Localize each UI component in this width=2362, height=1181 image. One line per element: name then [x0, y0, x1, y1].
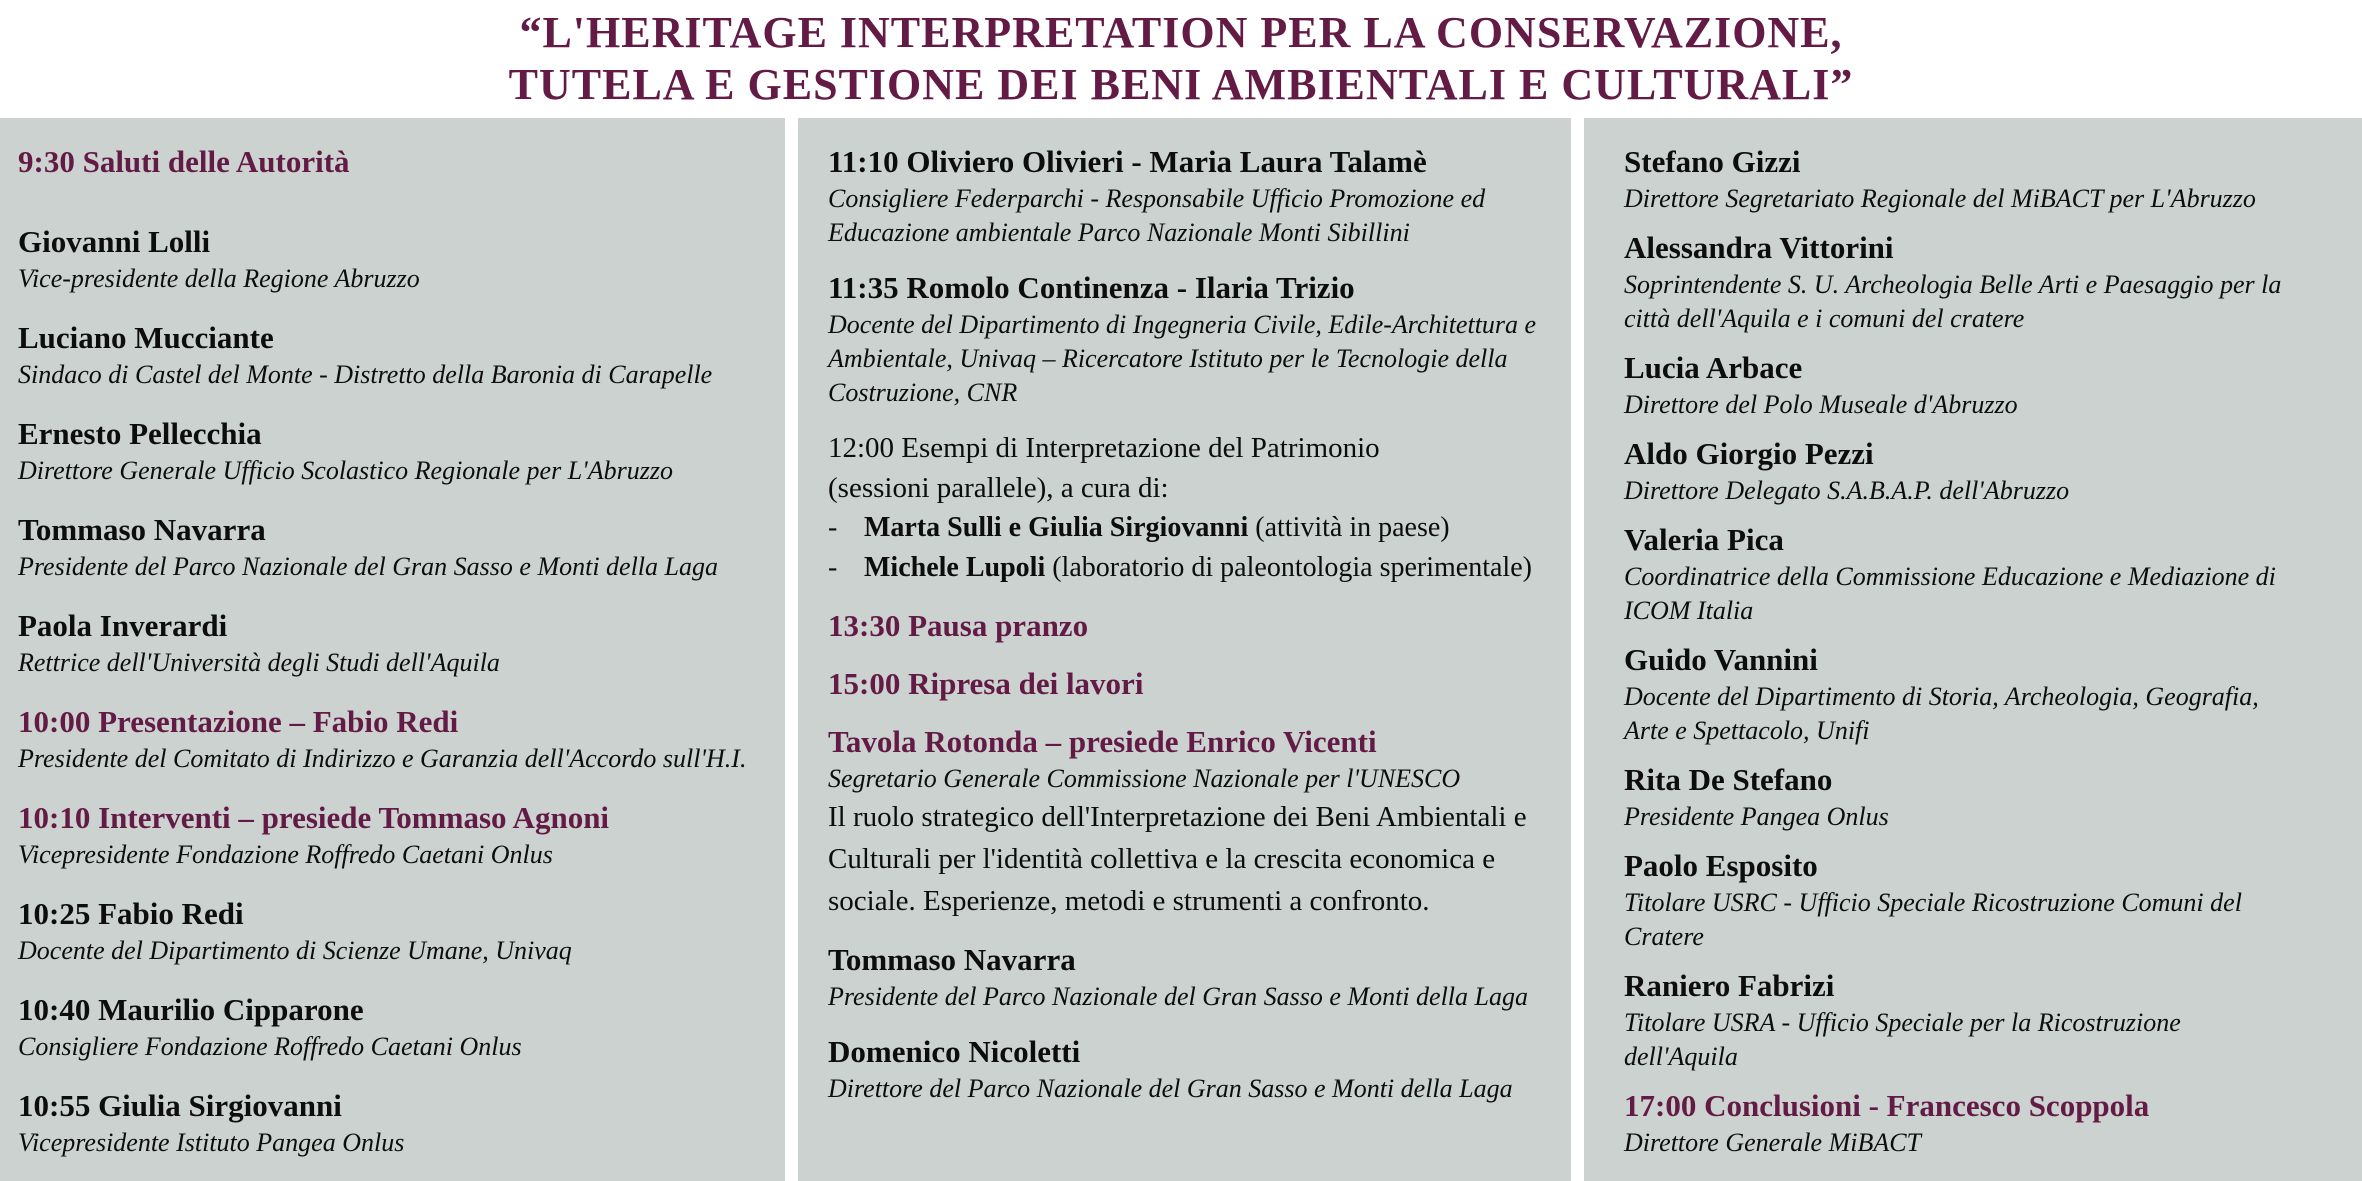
speaker-entry [1624, 966, 2282, 1074]
speaker-role: Titolare USRC - Ufficio Speciale Ricostruzione Comuni del Cratere [1624, 888, 2242, 951]
speaker-role: Consigliere Federparchi - Responsabile Ufficio Promozione ed Educazione ambientale Parco Nazionale Monti Sibillini [828, 184, 1486, 247]
speaker-entry [18, 1086, 765, 1160]
speaker-entry [18, 318, 765, 392]
speaker-role: Docente del Dipartimento di Scienze Umane, Univaq [18, 936, 572, 965]
parallel-sessions-intro: 12:00 Esempi di Interpretazione del Patrimonio (sessioni parallele), a cura di: [828, 432, 1380, 504]
session-heading [828, 606, 1545, 646]
speaker-name: 11:35 Romolo Continenza - Ilaria Trizio [828, 270, 1355, 305]
column-midday [798, 118, 1571, 1181]
speaker-entry [1624, 142, 2282, 216]
speaker-entry [1624, 434, 2282, 508]
speaker-role: Direttore Delegato S.A.B.A.P. dell'Abruzzo [1624, 476, 2070, 505]
speaker-role: Presidente del Parco Nazionale del Gran Sasso e Monti della Laga [18, 552, 718, 581]
speaker-name: Ernesto Pellecchia [18, 416, 262, 451]
speaker-entry [1624, 760, 2282, 834]
speaker-name: 11:10 Oliviero Olivieri - Maria Laura Talamè [828, 144, 1427, 179]
session-heading [828, 664, 1545, 704]
speaker-role: Titolare USRA - Ufficio Speciale per la Ricostruzione dell'Aquila [1624, 1008, 2181, 1071]
speaker-role: Presidente del Parco Nazionale del Gran Sasso e Monti della Laga [828, 982, 1528, 1011]
session-title: 10:10 Interventi – presiede Tommaso Agnoni [18, 800, 610, 835]
speaker-entry [18, 510, 765, 584]
session-heading [1624, 1086, 2282, 1160]
speaker-entry [828, 1032, 1545, 1106]
speaker-name: Raniero Fabrizi [1624, 968, 1835, 1003]
speaker-name: Alessandra Vittorini [1624, 230, 1894, 265]
speaker-role: Direttore del Parco Nazionale del Gran Sasso e Monti della Laga [828, 1074, 1513, 1103]
session-heading [18, 702, 765, 776]
speaker-entry [1624, 348, 2282, 422]
speaker-role: Vice-presidente della Regione Abruzzo [18, 264, 420, 293]
bullet-activity: (attività in paese) [1248, 512, 1450, 543]
round-table-block [828, 722, 1545, 922]
speaker-entry [1624, 846, 2282, 954]
session-heading [18, 798, 765, 872]
speaker-entry [1624, 640, 2282, 748]
speaker-entry [18, 606, 765, 680]
title-line-2: TUTELA E GESTIONE DEI BENI AMBIENTALI E CULTURALI” [508, 60, 1854, 109]
speaker-role: Direttore del Polo Museale d'Abruzzo [1624, 390, 2018, 419]
bullet-speakers: Michele Lupoli [864, 552, 1046, 583]
speaker-role: Direttore Segretariato Regionale del MiBACT per L'Abruzzo [1624, 184, 2256, 213]
speaker-entry [1624, 520, 2282, 628]
speaker-role: Docente del Dipartimento di Storia, Archeologia, Geografia, Arte e Spettacolo, Unifi [1624, 682, 2259, 745]
speaker-name: Luciano Mucciante [18, 320, 274, 355]
speaker-name: 10:25 Fabio Redi [18, 896, 244, 931]
speaker-entry [18, 222, 765, 296]
column-morning [0, 118, 785, 1181]
speaker-entry [828, 940, 1545, 1014]
speaker-entry [1624, 228, 2282, 336]
speaker-entry [18, 414, 765, 488]
speaker-name: Paolo Esposito [1624, 848, 1818, 883]
speaker-role: Coordinatrice della Commissione Educazione e Mediazione di ICOM Italia [1624, 562, 2276, 625]
bullet-speakers: Marta Sulli e Giulia Sirgiovanni [864, 512, 1249, 543]
bullet-text [864, 508, 1450, 548]
parallel-sessions-block [828, 428, 1545, 588]
speaker-name: Domenico Nicoletti [828, 1034, 1081, 1069]
session-title: 17:00 Conclusioni - Francesco Scoppola [1624, 1088, 2150, 1123]
session-chair-role: Vicepresidente Fondazione Roffredo Caetani Onlus [18, 840, 553, 869]
speaker-name: Guido Vannini [1624, 642, 1818, 677]
round-table-description: Il ruolo strategico dell'Interpretazione dei Beni Ambientali e Culturali per l'identità collettiva e la crescita economica e sociale. Esperienze, metodi e strumenti a confronto. [828, 801, 1527, 917]
session-title: 15:00 Ripresa dei lavori [828, 666, 1144, 701]
session-chair-role: Direttore Generale MiBACT [1624, 1128, 1922, 1157]
speaker-name: Valeria Pica [1624, 522, 1784, 557]
speaker-role: Vicepresidente Istituto Pangea Onlus [18, 1128, 405, 1157]
session-chair-role: Presidente del Comitato di Indirizzo e Garanzia dell'Accordo sull'H.I. [18, 744, 747, 773]
bullet-activity: (laboratorio di paleontologia sperimentale) [1045, 552, 1532, 583]
speaker-name: Stefano Gizzi [1624, 144, 1801, 179]
session-title: 13:30 Pausa pranzo [828, 608, 1089, 643]
session-heading [18, 142, 765, 182]
bullet-item [828, 548, 1545, 588]
speaker-entry [18, 990, 765, 1064]
speaker-role: Rettrice dell'Università degli Studi dell'Aquila [18, 648, 500, 677]
speaker-entry [828, 268, 1545, 410]
dash-bullet-icon: - [828, 512, 838, 543]
bullet-item [828, 508, 1545, 548]
round-table-title: Tavola Rotonda – presiede Enrico Vicenti [828, 724, 1377, 759]
speaker-role: Docente del Dipartimento di Ingegneria Civile, Edile-Architettura e Ambientale, Univaq – Ricercatore Istituto per le Tecnologie della Costruzione, CNR [828, 310, 1537, 407]
title-line-1: “L'HERITAGE INTERPRETATION PER LA CONSERVAZIONE, [519, 8, 1843, 57]
speaker-role: Soprintendente S. U. Archeologia Belle Arti e Paesaggio per la città dell'Aquila e i comuni del cratere [1624, 270, 2282, 333]
speaker-role: Consigliere Fondazione Roffredo Caetani Onlus [18, 1032, 522, 1061]
session-title: 9:30 Saluti delle Autorità [18, 144, 350, 179]
speaker-name: Tommaso Navarra [828, 942, 1076, 977]
speaker-name: Rita De Stefano [1624, 762, 1833, 797]
speaker-name: Giovanni Lolli [18, 224, 211, 259]
speaker-role: Direttore Generale Ufficio Scolastico Regionale per L'Abruzzo [18, 456, 673, 485]
round-table-chair-role: Segretario Generale Commissione Nazionale per l'UNESCO [828, 764, 1461, 793]
speaker-name: 10:40 Maurilio Cipparone [18, 992, 364, 1027]
speaker-name: Lucia Arbace [1624, 350, 1803, 385]
speaker-entry [18, 894, 765, 968]
column-afternoon [1584, 118, 2362, 1181]
bullet-text [864, 548, 1532, 588]
speaker-name: 10:55 Giulia Sirgiovanni [18, 1088, 342, 1123]
program-columns [0, 118, 2362, 1181]
speaker-name: Aldo Giorgio Pezzi [1624, 436, 1874, 471]
speaker-role: Sindaco di Castel del Monte - Distretto della Baronia di Carapelle [18, 360, 713, 389]
speaker-entry [828, 142, 1545, 250]
speaker-name: Paola Inverardi [18, 608, 228, 643]
speaker-role: Presidente Pangea Onlus [1624, 802, 1889, 831]
speaker-name: Tommaso Navarra [18, 512, 266, 547]
session-title: 10:00 Presentazione – Fabio Redi [18, 704, 459, 739]
program-title [0, 0, 2362, 118]
dash-bullet-icon: - [828, 552, 838, 583]
